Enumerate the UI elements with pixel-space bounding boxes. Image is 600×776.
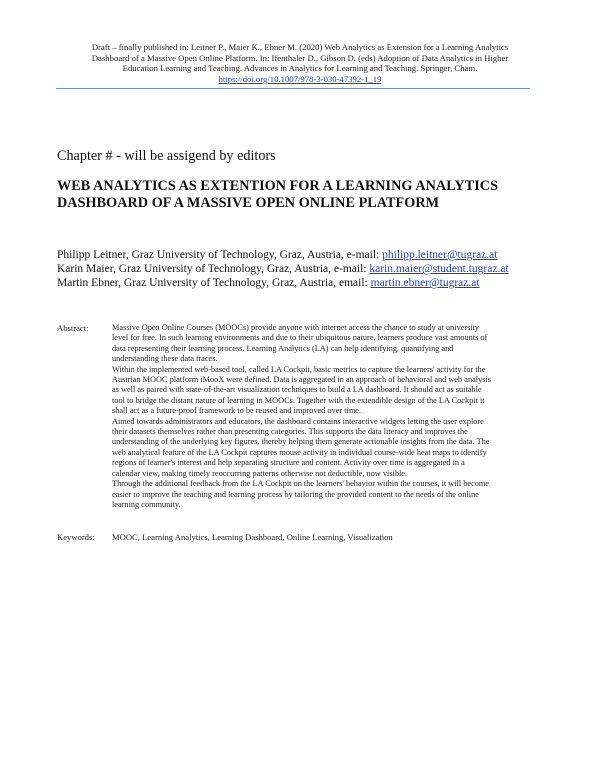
abstract-line: Within the implemented web-based tool, called LA Cockpit, basic metrics to capture the learners' activity for the [112, 364, 486, 374]
paper-title-line: WEB ANALYTICS AS EXTENTION FOR A LEARNING ANALYTICS [57, 178, 499, 194]
abstract-line: understanding these data traces. [112, 354, 218, 364]
abstract-line: level for free. In such learning environments and due to their ubiquitous nature, learners produce vast amounts of [112, 333, 488, 343]
keywords-text: MOOC, Learning Analytics, Learning Dashboard, Online Learning, Visualization [112, 532, 393, 542]
header-divider [56, 88, 530, 89]
doi-link[interactable]: https://doi.org/10.1007/978-3-030-47392-1_19 [218, 73, 382, 84]
abstract-line: regions of learner's interest and help separating structure and content. Activity over time is aggregated in a [112, 458, 465, 468]
publication-note-line: Education Learning and Teaching. Advances in Analytics for Learning and Teaching. Springer, Cham. [122, 63, 478, 74]
abstract-line: calendar view, making timely reoccurring patterns otherwise not deductible, now visible. [112, 468, 408, 478]
abstract-line: learning community. [112, 499, 181, 509]
author-line [57, 248, 509, 262]
abstract-line: understanding of the underlying key figures, thereby helping them generate actionable insights from the data. The [112, 437, 490, 447]
abstract-line: Through the additional feedback from the LA Cockpit on the learners' behavior within the courses, it will become [112, 479, 490, 489]
paper-title [57, 178, 557, 213]
author-affiliation: Martin Ebner, Graz University of Technology, Graz, Austria, email: [57, 277, 371, 289]
paper-title-line: DASHBOARD OF A MASSIVE OPEN ONLINE PLATFORM [57, 195, 440, 212]
author-list [57, 248, 509, 290]
abstract-line: tool to bridge the distant nature of learning in MOOCs. Together with the extendible design of the LA Cockpit it [112, 395, 485, 405]
abstract-line: Massive Open Online Courses (MOOCs) provide anyone with internet access the chance to study at university [112, 323, 480, 332]
abstract-line: Aimed towards administrators and educators, the dashboard contains interactive widgets letting the user explore [112, 416, 484, 426]
author-email-link[interactable]: karin.maier@student.tugraz.at [369, 263, 509, 275]
abstract-line: web analytical feature of the LA Cockpit captures mouse activity in individual course-wide heat maps to identify [112, 447, 487, 457]
publication-note-line: Draft – finally published in: Leitner P., Maier K., Ebner M. (2020) Web Analytics as Extension for a Learning Analytics [91, 42, 509, 52]
keywords-label: Keywords: [57, 532, 95, 542]
abstract-line: easier to improve the teaching and learning process by tailoring the provided content to the needs of the online [112, 489, 479, 499]
author-line [57, 262, 509, 276]
abstract-line: data representing their learning process. Learning Analytics (LA) can help identifying, quantifying and [112, 343, 454, 353]
publication-note-line: Dashboard of a Massive Open Online Platform. In: Ifenthaler D., Gibson D. (eds) Adoption of Data Analytics in Higher [91, 52, 509, 63]
abstract-label: Abstract: [57, 323, 89, 333]
author-email-link[interactable]: philipp.leitner@tugraz.at [382, 249, 498, 261]
abstract-text [112, 323, 530, 510]
abstract-line: Austrian MOOC platform iMooX were defined. Data is aggregated in an approach of behavioral and web analysis [112, 375, 492, 385]
abstract-line: as well as paired with state-of-the-art visualization techniques to build a LA dashboard. It should act as suitable [112, 385, 482, 395]
author-line [57, 276, 509, 290]
author-email-link[interactable]: martin.ebner@tugraz.at [370, 277, 480, 289]
author-affiliation: Philipp Leitner, Graz University of Technology, Graz, Austria, e-mail: [57, 249, 383, 261]
publication-note [62, 42, 538, 84]
author-affiliation: Karin Maier, Graz University of Technology, Graz, Austria, e-mail: [57, 263, 370, 275]
abstract-line: shall act as a future-proof framework to be reused and improved over time. [112, 406, 362, 416]
abstract-line: their datasets themselves rather than presenting categories. This supports the data literacy and improves the [112, 427, 468, 437]
chapter-label: Chapter # - will be assigend by editors [57, 148, 276, 164]
